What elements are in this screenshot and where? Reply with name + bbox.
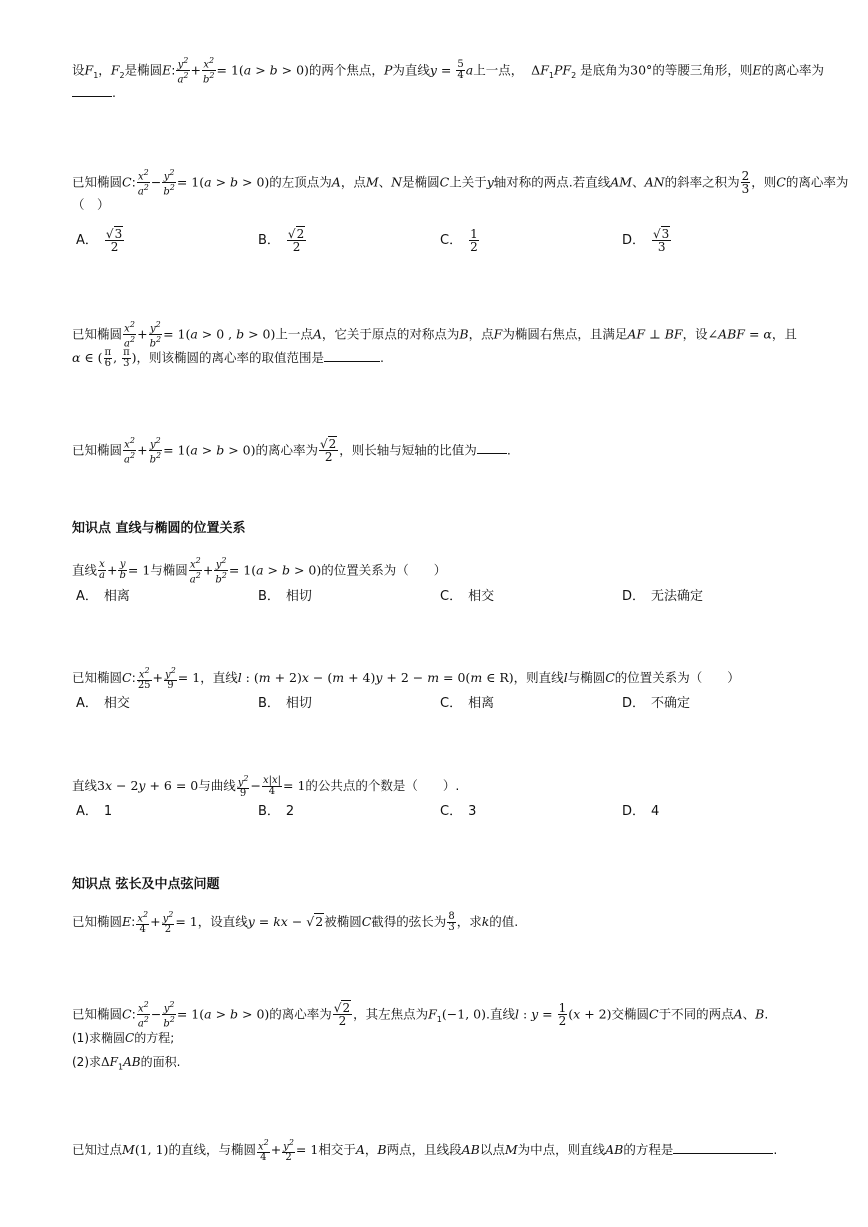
text: 的等腰三角形，则 xyxy=(652,62,753,78)
option-value: 相交 xyxy=(103,696,130,711)
option-label: A． xyxy=(76,589,98,604)
text: . xyxy=(773,1142,778,1158)
question-3-line-2: α ∈ ( $\frac{\pi}{6}$ , $\frac{\pi}{3}$ )，则该椭圆的离心率的取值范围是 . xyxy=(72,347,385,369)
question-10: 已知过点M(1, 1)的直线，与椭圆 $\frac{x^2}{4}$ + $\frac{y^2}{2}$ = 1相交于A，B两点，且线段AB以点M为中点，则直线AB的方程是 . xyxy=(72,1138,778,1164)
text: 上关于 xyxy=(449,174,487,190)
option-d[interactable]: D． $\frac{√3}{3}$ xyxy=(622,227,670,254)
text: 已知椭圆 xyxy=(72,670,123,686)
text: ，则该椭圆的离心率的取值范围是 xyxy=(136,350,325,365)
text: (2)求 xyxy=(72,1055,101,1069)
text: 与曲线 xyxy=(198,778,236,794)
option-b[interactable] xyxy=(258,800,294,819)
text: . xyxy=(764,1006,769,1022)
option-value: 相交 xyxy=(468,589,495,604)
option-label: A． xyxy=(76,233,98,248)
option-label: B． xyxy=(258,589,280,604)
option-a[interactable] xyxy=(76,585,130,604)
option-label: B． xyxy=(258,233,280,248)
text: ，设 xyxy=(682,326,708,342)
text: . xyxy=(112,85,116,100)
text: 以点 xyxy=(479,1142,505,1158)
text: 的位置关系为（ ） xyxy=(321,562,447,578)
question-5-options xyxy=(76,585,796,605)
text: ，其左焦点为 xyxy=(353,1006,429,1022)
text: 上一点 xyxy=(275,326,313,342)
text: （ ） xyxy=(72,197,110,212)
section-heading: 知识点 弦长及中点弦问题 xyxy=(72,877,220,892)
text: 于不同的两点 xyxy=(658,1006,734,1022)
option-label: B． xyxy=(258,696,280,711)
text: 的直线，与椭圆 xyxy=(168,1142,256,1158)
text: 为椭圆右焦点，且满足 xyxy=(502,326,628,342)
option-label: C． xyxy=(440,696,463,711)
text: (1)求椭圆 xyxy=(72,1031,125,1045)
text: 两点，且线段 xyxy=(386,1142,462,1158)
text: 为直线 xyxy=(392,62,430,78)
option-value: 相离 xyxy=(103,589,130,604)
text: 的公共点的个数是（ ）. xyxy=(305,778,460,794)
text: ，则 xyxy=(751,174,777,190)
option-label: D． xyxy=(622,696,646,711)
option-b[interactable]: B． $\frac{√2}{2}$ xyxy=(258,227,305,254)
text: 已知椭圆 xyxy=(72,326,123,342)
option-label: B． xyxy=(258,804,280,819)
answer-blank[interactable] xyxy=(477,441,507,454)
text: 的斜率之积为 xyxy=(664,174,740,190)
text: 的值. xyxy=(489,914,519,930)
option-label: C． xyxy=(440,804,463,819)
question-3-line-1: 已知椭圆 $\frac{x^2}{a^2}$ + $\frac{y^2}{b^2}$ = 1(a > 0 , b > 0)上一点A，它关于原点的对称点为B，点F为椭圆右焦点，且满足AF ⊥ BF，设∠ABF = α，且 xyxy=(72,320,797,350)
option-value: 相切 xyxy=(285,696,312,711)
text: ，求 xyxy=(456,914,482,930)
option-label: C． xyxy=(440,233,463,248)
text: 上一点， xyxy=(473,62,524,78)
answer-blank[interactable] xyxy=(324,349,380,362)
text: 的面积. xyxy=(140,1055,181,1069)
option-value: 1 xyxy=(103,804,113,819)
option-value: 3 xyxy=(468,804,477,819)
option-a[interactable]: A． $\frac{√3}{2}$ xyxy=(76,227,123,254)
text: . xyxy=(380,350,385,365)
option-label: A． xyxy=(76,696,98,711)
option-label: D． xyxy=(622,589,646,604)
text: 与椭圆 xyxy=(150,562,188,578)
question-1-line-1: 设$F_1$，$F_2$是椭圆E: $\frac{y^2}{a^2}$ + $\frac{x^2}{b^2}$ = 1(a > b > 0)的两个焦点，P为直线y = $\frac{5}{4}$ a上一点， $\Delta F_1PF_2$ 是底角为30°的等腰三角形，则E的离心率为 xyxy=(72,56,824,86)
text: ， xyxy=(98,62,111,78)
option-c[interactable]: C． $\frac{1}{2}$ xyxy=(440,227,478,254)
question-9: 已知椭圆C: $\frac{x^2}{a^2}$ − $\frac{y^2}{b^2}$ = 1(a > b > 0)的离心率为 $\frac{√2}{2}$ ，其左焦点为$F_1(-1$, 0).直线l : y = $\frac{1}{2}$ (x + 2)交椭圆C于不同的两点A、B. xyxy=(72,1000,769,1030)
answer-blank[interactable] xyxy=(72,84,112,97)
text: 的方程; xyxy=(134,1031,175,1045)
question-7-options xyxy=(76,800,796,820)
text: 已知椭圆 xyxy=(72,174,123,190)
question-9-part-2: (2)求$\Delta F_1AB$的面积. xyxy=(72,1055,181,1072)
option-c[interactable] xyxy=(440,692,494,711)
text: 轴对称的两点.若直线 xyxy=(493,174,611,190)
text: 的左顶点为 xyxy=(269,174,332,190)
question-2-options xyxy=(76,227,796,254)
text: 是椭圆 xyxy=(402,174,440,190)
question-6: 已知椭圆C: $\frac{x^2}{25}$ + $\frac{y^2}{9}$ = 1，直线l : (m + 2)x − (m + 4)y + 2 − m = 0(m ∈ R)，则直线l与椭圆C的位置关系为（ ） xyxy=(72,666,740,692)
text: 设 xyxy=(72,62,85,78)
option-label: A． xyxy=(76,804,98,819)
question-2-line-1: 已知椭圆C: $\frac{x^2}{a^2}$ − $\frac{y^2}{b^2}$ = 1(a > b > 0)的左顶点为A，点M、N是椭圆C上关于y轴对称的两点.若直线AM、AN的斜率之积为 $\frac{2}{3}$ ，则C的离心率为 xyxy=(72,168,849,198)
option-d[interactable] xyxy=(622,800,659,819)
text: 是椭圆 xyxy=(124,62,163,78)
text: 被椭圆 xyxy=(324,914,362,930)
text: 相交于 xyxy=(318,1142,356,1158)
text: 的离心率为 xyxy=(761,62,824,78)
question-2-line-2 xyxy=(72,196,110,214)
text: 与椭圆 xyxy=(567,670,606,686)
text: 直线 xyxy=(72,778,98,794)
text: 已知椭圆 xyxy=(72,442,123,458)
text: ，则直线 xyxy=(513,670,564,686)
text: 截得的弦长为 xyxy=(371,914,447,930)
text: ，点 xyxy=(340,174,366,190)
text: 已知椭圆 xyxy=(72,914,123,930)
text: 直线 xyxy=(72,562,98,578)
option-c[interactable] xyxy=(440,585,494,604)
text: ，点 xyxy=(468,326,494,342)
question-7: 直线3x − 2y + 6 = 0与曲线 $\frac{y^2}{9}$ − $\frac{x|x|}{4}$ = 1的公共点的个数是（ ）. xyxy=(72,774,460,800)
text: ，且 xyxy=(771,326,797,342)
option-a[interactable] xyxy=(76,692,130,711)
option-d[interactable] xyxy=(622,585,703,604)
text: 交椭圆 xyxy=(611,1006,649,1022)
text: .直线 xyxy=(485,1006,515,1022)
option-c[interactable] xyxy=(440,800,476,819)
question-4: 已知椭圆 $\frac{x^2}{a^2}$ + $\frac{y^2}{b^2}$ = 1(a > b > 0)的离心率为 $\frac{√2}{2}$ ，则长轴与短轴的比值为 . xyxy=(72,436,511,466)
option-value: 无法确定 xyxy=(651,589,704,604)
option-value: 相切 xyxy=(285,589,312,604)
text: . xyxy=(506,442,511,458)
question-1-line-2 xyxy=(72,84,116,102)
text: 为中点，则直线 xyxy=(517,1142,606,1158)
option-label: D． xyxy=(622,804,646,819)
option-value: 不确定 xyxy=(651,696,691,711)
text: ，设直线 xyxy=(197,914,248,930)
option-a[interactable] xyxy=(76,800,112,819)
option-b[interactable] xyxy=(258,692,312,711)
question-9-part-1: (1)求椭圆C的方程; xyxy=(72,1031,175,1045)
text: 的离心率为 xyxy=(785,174,849,190)
text: 的位置关系为（ ） xyxy=(614,670,740,686)
answer-blank[interactable] xyxy=(673,1141,773,1154)
option-value: 相离 xyxy=(468,696,495,711)
text: 的离心率为 xyxy=(269,1006,332,1022)
text: 的离心率为 xyxy=(255,442,318,458)
question-5: 直线 $\frac{x}{a}$ + $\frac{y}{b}$ = 1与椭圆 $\frac{x^2}{a^2}$ + $\frac{y^2}{b^2}$ = 1(a > b > 0)的位置关系为（ ） xyxy=(72,556,447,586)
text: 的方程是 xyxy=(623,1142,674,1158)
text: 是底角为 xyxy=(580,62,631,78)
question-6-options xyxy=(76,692,796,712)
text: ，它关于原点的对称点为 xyxy=(321,326,460,342)
option-b[interactable] xyxy=(258,585,312,604)
text: ，则长轴与短轴的比值为 xyxy=(339,442,477,458)
option-value: 2 xyxy=(285,804,295,819)
option-label: C． xyxy=(440,589,463,604)
text: 的两个焦点， xyxy=(308,62,384,78)
question-8: 已知椭圆E: $\frac{x^2}{4}$ + $\frac{y^2}{2}$ = 1，设直线y = kx − √2被椭圆C截得的弦长为 $\frac{8}{3}$ ，求k的值. xyxy=(72,910,519,936)
option-label: D． xyxy=(622,233,646,248)
text: ，直线 xyxy=(200,670,238,686)
text: 已知过点 xyxy=(72,1142,123,1158)
option-d[interactable] xyxy=(622,692,690,711)
section-heading: 知识点 直线与椭圆的位置关系 xyxy=(72,521,246,536)
option-value: 4 xyxy=(651,804,660,819)
text: 已知椭圆 xyxy=(72,1006,123,1022)
